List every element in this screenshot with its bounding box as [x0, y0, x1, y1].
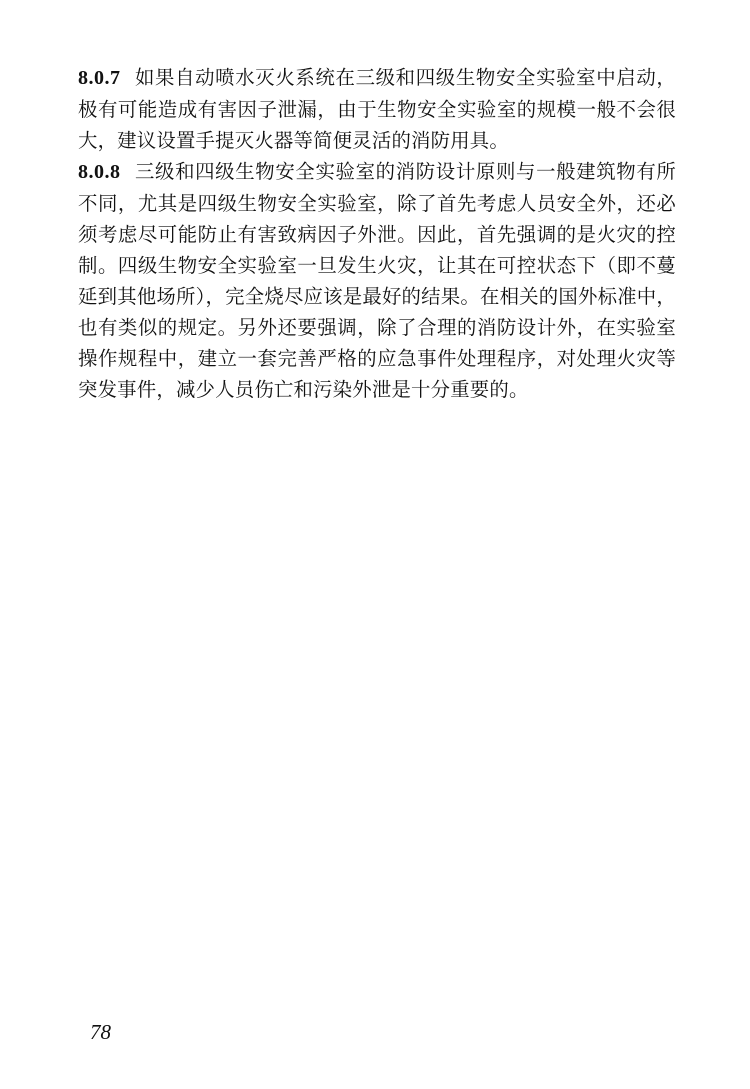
clause-number: 8.0.7 — [78, 67, 121, 89]
clause-number: 8.0.8 — [78, 161, 121, 183]
clause-8-0-8 — [78, 156, 676, 405]
page-content — [78, 62, 676, 405]
clause-text: 三级和四级生物安全实验室的消防设计原则与一般建筑物有所不同，尤其是四级生物安全实验室，除了首先考虑人员安全外，还必须考虑尽可能防止有害致病因子外泄。因此，首先强调的是火灾的控制。四级生物安全实验室一旦发生火灾，让其在可控状态下（即不蔓延到其他场所），完全烧尽应该是最好的结果。在相关的国外标准中，也有类似的规定。另外还要强调，除了合理的消防设计外，在实验室操作规程中，建立一套完善严格的应急事件处理程序，对处理火灾等突发事件，减少人员伤亡和污染外泄是十分重要的。 — [78, 160, 676, 401]
clause-text: 如果自动喷水灭火系统在三级和四级生物安全实验室中启动，极有可能造成有害因子泄漏，由于生物安全实验室的规模一般不会很大，建议设置手提灭火器等简便灵活的消防用具。 — [78, 66, 676, 152]
page-number: 78 — [90, 1020, 111, 1044]
clause-8-0-7 — [78, 62, 676, 156]
